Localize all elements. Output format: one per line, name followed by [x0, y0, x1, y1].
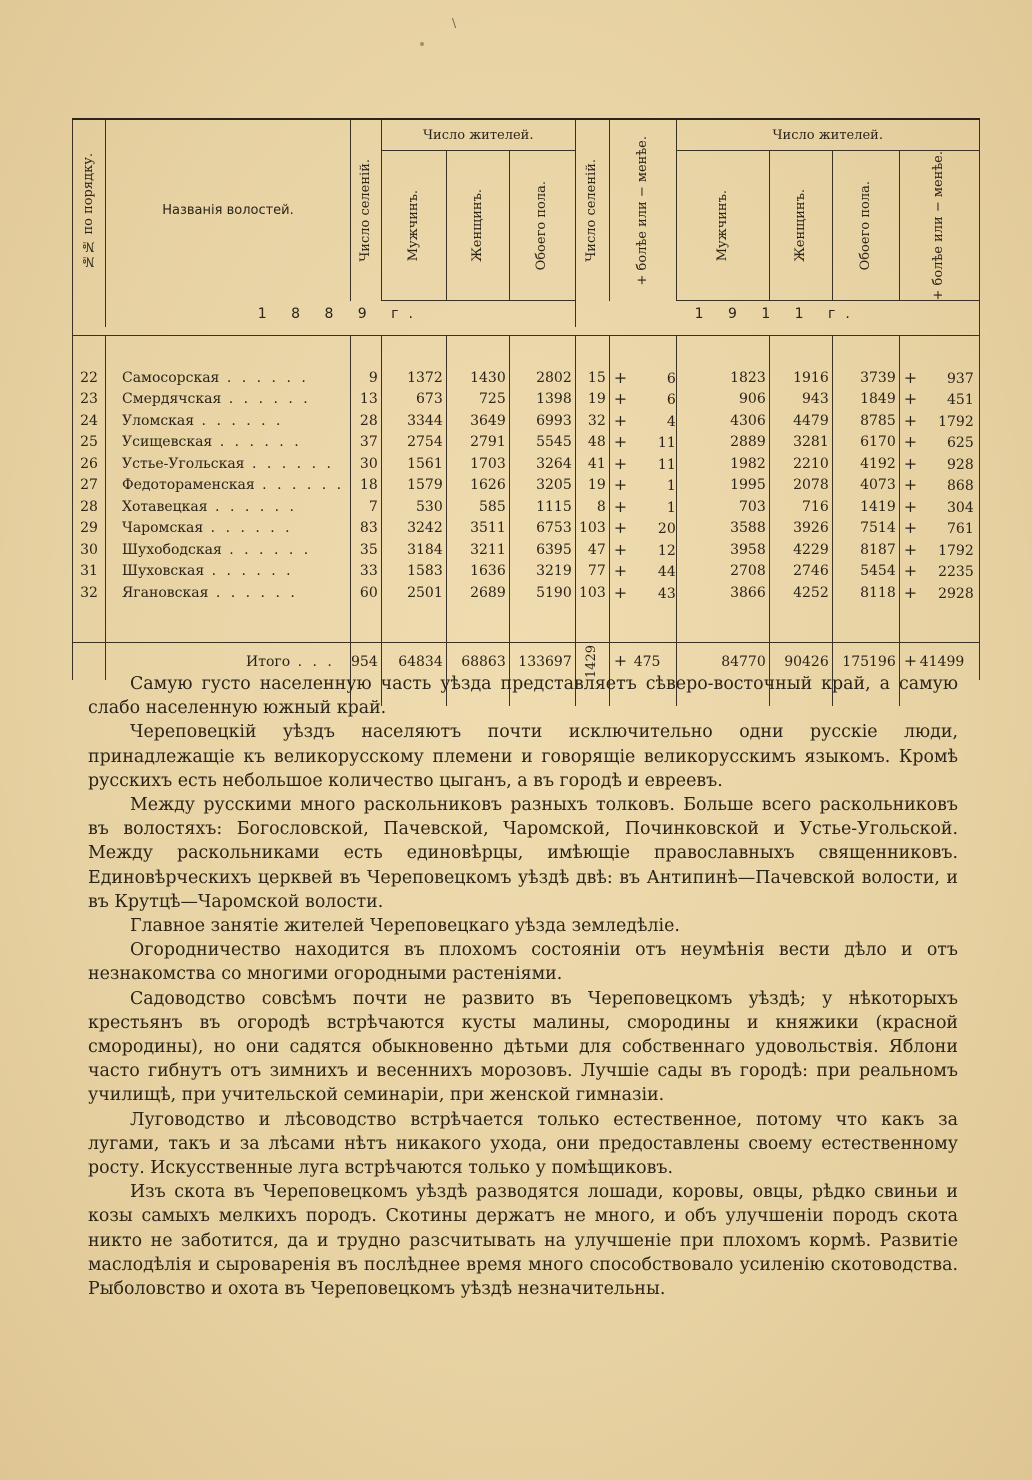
- row-m89: 1561: [381, 454, 446, 476]
- row-dp: + 761: [899, 518, 979, 540]
- row-s11: 32: [575, 411, 609, 433]
- table-row: [73, 497, 980, 519]
- row-s89: 33: [351, 561, 382, 583]
- table-row: [73, 454, 980, 476]
- row-name: Чаромская . . . . . .: [106, 518, 351, 540]
- row-ds: + 20: [609, 518, 676, 540]
- row-w89: 2689: [446, 583, 509, 605]
- row-m89: 2754: [381, 432, 446, 454]
- total-b89: 133697: [509, 643, 575, 681]
- row-s11: 19: [575, 475, 609, 497]
- row-w89: 725: [446, 389, 509, 411]
- row-name: Смердячская . . . . . .: [106, 389, 351, 411]
- row-w11: 1916: [769, 368, 832, 390]
- table-body: [73, 368, 980, 605]
- row-name: Усищевская . . . . . .: [106, 432, 351, 454]
- row-ds: + 12: [609, 540, 676, 562]
- row-m89: 1579: [381, 475, 446, 497]
- row-ds: + 11: [609, 432, 676, 454]
- row-index: 24: [73, 411, 106, 433]
- total-b11: 175196: [832, 643, 899, 681]
- row-index: 23: [73, 389, 106, 411]
- row-m11: 2708: [676, 561, 769, 583]
- ink-dot: [420, 42, 424, 46]
- row-b89: 5190: [509, 583, 575, 605]
- row-name: Устье-Угольская . . . . . .: [106, 454, 351, 476]
- row-index: 29: [73, 518, 106, 540]
- row-m89: 2501: [381, 583, 446, 605]
- row-s89: 83: [351, 518, 382, 540]
- row-index: 28: [73, 497, 106, 519]
- row-b11: 6170: [832, 432, 899, 454]
- total-label: Итого . . .: [106, 643, 351, 681]
- row-dp: + 928: [899, 454, 979, 476]
- table-row: [73, 432, 980, 454]
- row-ds: + 43: [609, 583, 676, 605]
- row-w11: 3281: [769, 432, 832, 454]
- row-w89: 1636: [446, 561, 509, 583]
- row-index: 32: [73, 583, 106, 605]
- total-ds: + 475: [609, 643, 676, 681]
- row-name: Ягановская . . . . . .: [106, 583, 351, 605]
- row-dp: + 1792: [899, 411, 979, 433]
- row-w11: 716: [769, 497, 832, 519]
- women-1889-header: Женщинъ.: [446, 151, 509, 301]
- row-ds: + 1: [609, 497, 676, 519]
- row-ds: + 6: [609, 389, 676, 411]
- row-ds: + 11: [609, 454, 676, 476]
- row-name: Шухободская . . . . . .: [106, 540, 351, 562]
- table-header-row-1: [73, 119, 980, 151]
- body-text: [88, 672, 958, 1301]
- row-b11: 5454: [832, 561, 899, 583]
- row-s89: 9: [351, 368, 382, 390]
- settlements-1911-header: Число селеній.: [575, 119, 609, 301]
- population-1911-header: Число жителей.: [676, 119, 979, 151]
- total-w11: 90426: [769, 643, 832, 681]
- row-b89: 3264: [509, 454, 575, 476]
- row-w11: 3926: [769, 518, 832, 540]
- row-m11: 1982: [676, 454, 769, 476]
- row-s89: 30: [351, 454, 382, 476]
- row-dp: + 868: [899, 475, 979, 497]
- change-population-header: + болѣе или − менѣе.: [899, 151, 979, 301]
- row-w11: 943: [769, 389, 832, 411]
- table-row: [73, 368, 980, 390]
- name-col-header: Названія волостей.: [106, 119, 351, 301]
- row-s11: 103: [575, 583, 609, 605]
- row-s89: 35: [351, 540, 382, 562]
- row-m11: 1823: [676, 368, 769, 390]
- total-s11: 1429: [575, 643, 609, 681]
- row-s11: 103: [575, 518, 609, 540]
- row-dp: + 2235: [899, 561, 979, 583]
- row-w89: 2791: [446, 432, 509, 454]
- row-w11: 2746: [769, 561, 832, 583]
- row-dp: + 625: [899, 432, 979, 454]
- row-m11: 2889: [676, 432, 769, 454]
- row-s89: 28: [351, 411, 382, 433]
- row-name: Хотавецкая . . . . . .: [106, 497, 351, 519]
- paragraph-occupation: Главное занятіе жителей Череповецкаго уѣзда земледѣліе.: [130, 916, 680, 937]
- row-b89: 2802: [509, 368, 575, 390]
- row-w11: 4229: [769, 540, 832, 562]
- row-m11: 1995: [676, 475, 769, 497]
- row-w11: 2210: [769, 454, 832, 476]
- row-s89: 60: [351, 583, 382, 605]
- row-b11: 4073: [832, 475, 899, 497]
- row-m89: 3184: [381, 540, 446, 562]
- row-b11: 1849: [832, 389, 899, 411]
- row-s11: 19: [575, 389, 609, 411]
- row-m11: 4306: [676, 411, 769, 433]
- paragraph-meadows: Луговодство и лѣсоводство встрѣчается только естественное, потому что какъ за лугами, такъ и за лѣсами нѣтъ никакого ухода, они предоставлены своему естественному росту. Искусственные луга встрѣчаются только у помѣщиковъ.: [88, 1109, 958, 1179]
- row-b11: 8187: [832, 540, 899, 562]
- row-b89: 5545: [509, 432, 575, 454]
- row-m89: 3242: [381, 518, 446, 540]
- row-w11: 4479: [769, 411, 832, 433]
- row-b89: 1115: [509, 497, 575, 519]
- row-s11: 48: [575, 432, 609, 454]
- population-table: [72, 118, 980, 706]
- row-w11: 2078: [769, 475, 832, 497]
- row-m11: 906: [676, 389, 769, 411]
- row-m89: 1583: [381, 561, 446, 583]
- row-index: 30: [73, 540, 106, 562]
- total-m11: 84770: [676, 643, 769, 681]
- row-b11: 3739: [832, 368, 899, 390]
- row-ds: + 4: [609, 411, 676, 433]
- row-b11: 1419: [832, 497, 899, 519]
- table-row: [73, 389, 980, 411]
- table-row: [73, 475, 980, 497]
- year-1911: 1 9 1 1 г.: [575, 301, 979, 327]
- row-b89: 6753: [509, 518, 575, 540]
- paragraph-gardening: Огородничество находится въ плохомъ состояніи отъ неумѣнія вести дѣло и отъ незнакомства со многими огородными растеніями.: [88, 940, 958, 985]
- paragraph-population: Череповецкій уѣздъ населяютъ почти исключительно одни русскіе люди, принадлежащіе къ великорусскому племени и говорящіе великорусскимъ языкомъ. Кромѣ русскихъ есть небольшое количество цыганъ, а въ городѣ и евреевъ.: [88, 722, 958, 791]
- row-m89: 530: [381, 497, 446, 519]
- year-row: [73, 301, 980, 327]
- year-1889: 1 8 8 9 г.: [106, 301, 576, 327]
- row-s89: 18: [351, 475, 382, 497]
- row-dp: + 451: [899, 389, 979, 411]
- row-index: 31: [73, 561, 106, 583]
- row-index: 27: [73, 475, 106, 497]
- row-m11: 3866: [676, 583, 769, 605]
- row-s11: 15: [575, 368, 609, 390]
- row-w89: 3211: [446, 540, 509, 562]
- paragraph-density: Самую густо населенную часть уѣзда представляетъ сѣверо-восточный край, а самую слабо населенную южный край.: [88, 674, 958, 719]
- men-1911-header: Мужчинъ.: [676, 151, 769, 301]
- index-col-header: №№ по порядку.: [73, 119, 106, 301]
- total-m89: 64834: [381, 643, 446, 681]
- row-w89: 3511: [446, 518, 509, 540]
- table-row: [73, 583, 980, 605]
- row-w89: 3649: [446, 411, 509, 433]
- row-index: 22: [73, 368, 106, 390]
- row-b89: 3205: [509, 475, 575, 497]
- row-b11: 8118: [832, 583, 899, 605]
- row-m89: 1372: [381, 368, 446, 390]
- paragraph-livestock: Изъ скота въ Череповецкомъ уѣздѣ разводятся лошади, коровы, овцы, рѣдко свиньи и козы самыхъ мелкихъ породъ. Скотины держатъ не много, и объ улучшеніи породъ скота никто не заботится, да и трудно разсчитывать на улучшеніе при плохомъ кормѣ. Развитіе маслодѣлія и сыроваренія въ послѣднее время много способствовало усиленію скотоводства. Рыболовство и охота въ Череповецкомъ уѣздѣ незначительны.: [88, 1182, 958, 1300]
- row-s89: 7: [351, 497, 382, 519]
- row-s11: 77: [575, 561, 609, 583]
- paragraph-raskol: Между русскими много раскольниковъ разныхъ толковъ. Больше всего раскольниковъ въ волостяхъ: Богословской, Пачевской, Чаромской, Починковской и Устье-Угольской. Между раскольниками есть единовѣрцы, имѣющіе православныхъ священниковъ. Единовѣрческихъ церквей въ Череповецкомъ уѣздѣ двѣ: въ Антипинѣ—Пачевской волости, и въ Крутцѣ—Чаромской волости.: [88, 795, 958, 912]
- paragraph-orchards: Садоводство совсѣмъ почти не развито въ Череповецкомъ уѣздѣ; у нѣкоторыхъ крестьянъ въ огородѣ встрѣчаются кусты малины, смородины и княжики (красной смородины), но они садятся обыкновенно дѣтьми для собственнаго удовольствія. Яблони часто гибнутъ отъ зимнихъ и весеннихъ морозовъ. Лучшіе сады въ городѣ: при реальномъ училищѣ, при учительской семинаріи, при женской гимназіи.: [88, 988, 958, 1106]
- row-dp: + 304: [899, 497, 979, 519]
- total-w89: 68863: [446, 643, 509, 681]
- row-name: Уломская . . . . . .: [106, 411, 351, 433]
- row-s11: 47: [575, 540, 609, 562]
- stray-mark: \: [452, 16, 457, 30]
- row-s11: 8: [575, 497, 609, 519]
- row-s89: 37: [351, 432, 382, 454]
- row-m89: 673: [381, 389, 446, 411]
- row-b11: 4192: [832, 454, 899, 476]
- row-b89: 3219: [509, 561, 575, 583]
- row-m11: 703: [676, 497, 769, 519]
- row-m11: 3588: [676, 518, 769, 540]
- total-s89: 954: [351, 643, 382, 681]
- row-w89: 1703: [446, 454, 509, 476]
- table-row: [73, 518, 980, 540]
- spacer-row: [73, 327, 980, 336]
- row-dp: + 2928: [899, 583, 979, 605]
- row-ds: + 1: [609, 475, 676, 497]
- row-s89: 13: [351, 389, 382, 411]
- row-name: Самосорская . . . . . .: [106, 368, 351, 390]
- row-m11: 3958: [676, 540, 769, 562]
- row-w11: 4252: [769, 583, 832, 605]
- row-ds: + 44: [609, 561, 676, 583]
- row-dp: + 937: [899, 368, 979, 390]
- row-dp: + 1792: [899, 540, 979, 562]
- change-settlements-header: + болѣе или − менѣе.: [609, 119, 676, 301]
- row-index: 26: [73, 454, 106, 476]
- row-b11: 8785: [832, 411, 899, 433]
- row-b89: 6395: [509, 540, 575, 562]
- row-m89: 3344: [381, 411, 446, 433]
- row-index: 25: [73, 432, 106, 454]
- table-row: [73, 561, 980, 583]
- both-1889-header: Обоего пола.: [509, 151, 575, 301]
- men-1889-header: Мужчинъ.: [381, 151, 446, 301]
- both-1911-header: Обоего пола.: [832, 151, 899, 301]
- settlements-1889-header: Число селеній.: [351, 119, 382, 301]
- row-name: Шуховская . . . . . .: [106, 561, 351, 583]
- row-w89: 585: [446, 497, 509, 519]
- row-ds: + 6: [609, 368, 676, 390]
- row-b89: 6993: [509, 411, 575, 433]
- row-w89: 1430: [446, 368, 509, 390]
- row-b89: 1398: [509, 389, 575, 411]
- total-dp: + 41499: [899, 643, 979, 681]
- row-name: Федотораменская . . . . . .: [106, 475, 351, 497]
- women-1911-header: Женщинъ.: [769, 151, 832, 301]
- row-s11: 41: [575, 454, 609, 476]
- row-b11: 7514: [832, 518, 899, 540]
- row-w89: 1626: [446, 475, 509, 497]
- table-row: [73, 411, 980, 433]
- population-1889-header: Число жителей.: [381, 119, 575, 151]
- table-row: [73, 540, 980, 562]
